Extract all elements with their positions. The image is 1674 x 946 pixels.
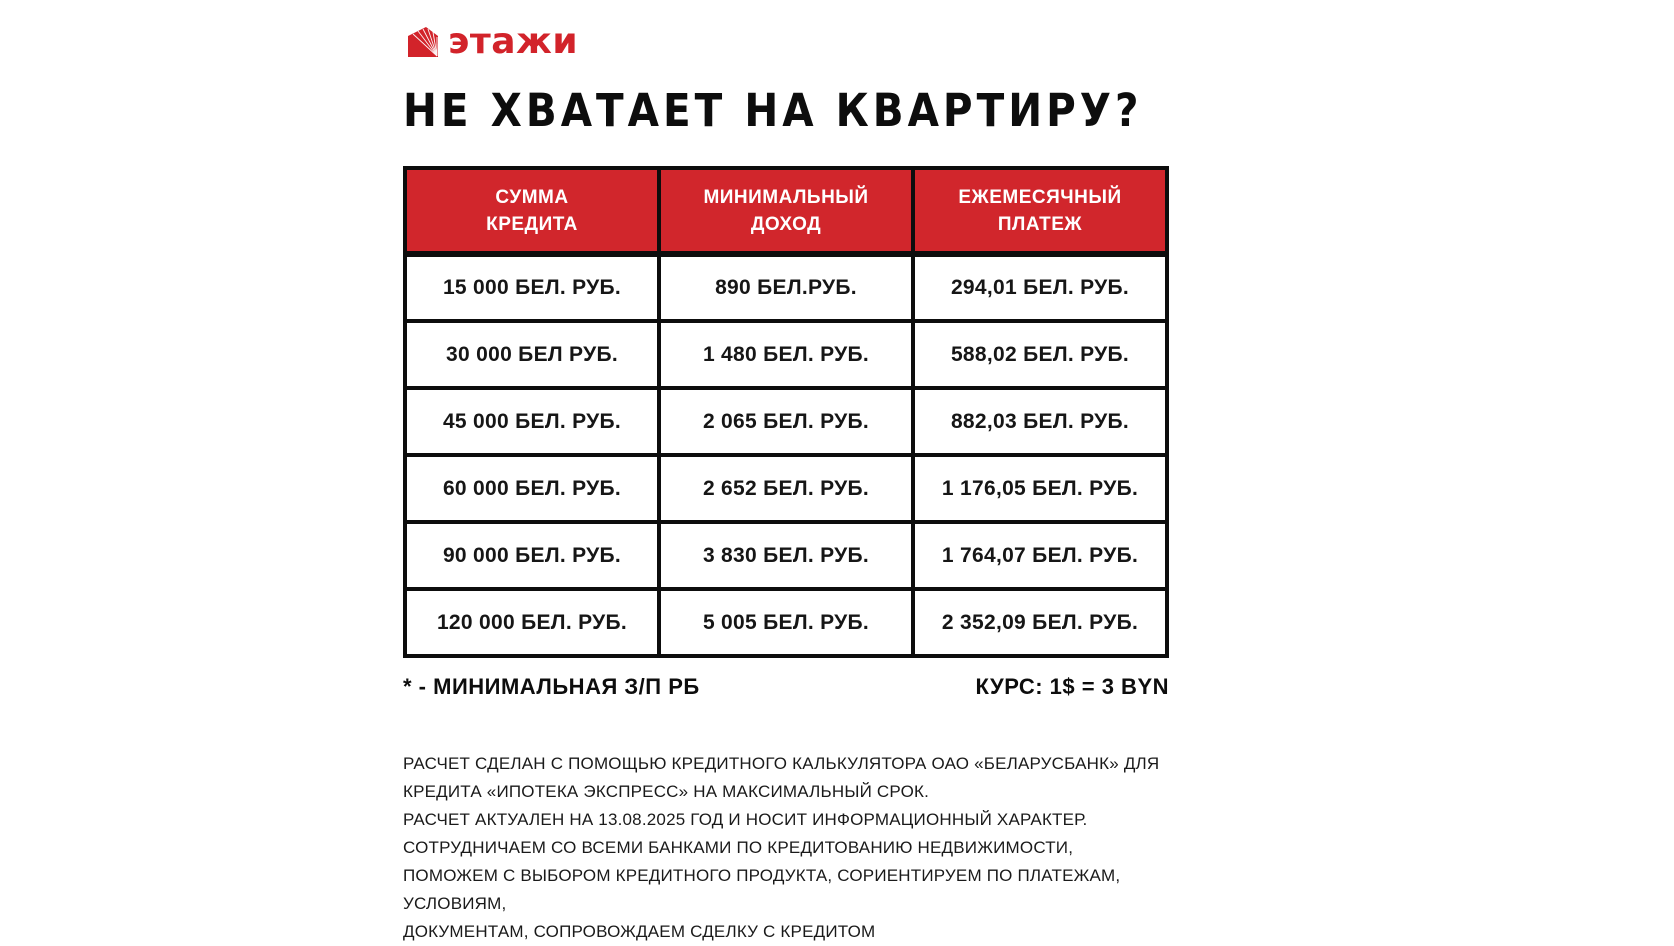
- cell-monthly-payment: 294,01 БЕЛ. РУБ.: [913, 254, 1167, 321]
- page-title: НЕ ХВАТАЕТ НА КВАРТИРУ?: [403, 84, 1143, 137]
- footnote-row: [403, 674, 1169, 700]
- cell-monthly-payment: 588,02 БЕЛ. РУБ.: [913, 321, 1167, 388]
- disclaimer-line: РАСЧЕТ АКТУАЛЕН НА 13.08.2025 ГОД И НОСИТ ИНФОРМАЦИОННЫЙ ХАРАКТЕР.: [403, 810, 1088, 829]
- cell-monthly-payment: 1 764,07 БЕЛ. РУБ.: [913, 522, 1167, 589]
- disclaimer-line: СОТРУДНИЧАЕМ СО ВСЕМИ БАНКАМИ ПО КРЕДИТОВАНИЮ НЕДВИЖИМОСТИ,: [403, 838, 1074, 857]
- cell-credit-sum: 120 000 БЕЛ. РУБ.: [405, 589, 659, 656]
- table-row: [405, 254, 1167, 321]
- cell-credit-sum: 90 000 БЕЛ. РУБ.: [405, 522, 659, 589]
- disclaimer-line: УСЛОВИЯМ,: [403, 894, 507, 913]
- table-row: [405, 589, 1167, 656]
- brand-name: этажи: [448, 21, 579, 62]
- table-row: [405, 455, 1167, 522]
- cell-credit-sum: 60 000 БЕЛ. РУБ.: [405, 455, 659, 522]
- credit-table: [403, 166, 1169, 658]
- footnote-exchange-rate: КУРС: 1$ = 3 BYN: [975, 674, 1169, 699]
- header-line: ПЛАТЕЖ: [997, 213, 1083, 235]
- footnote-min-salary: * - МИНИМАЛЬНАЯ З/П РБ: [403, 674, 700, 699]
- cell-min-income: 2 652 БЕЛ. РУБ.: [659, 455, 913, 522]
- table-row: [405, 321, 1167, 388]
- header-line: МИНИМАЛЬНЫЙ: [703, 186, 869, 208]
- disclaimer-line: РАСЧЕТ СДЕЛАН С ПОМОЩЬЮ КРЕДИТНОГО КАЛЬКУЛЯТОРА ОАО «БЕЛАРУСБАНК» ДЛЯ: [403, 754, 1160, 773]
- header-line: ДОХОД: [750, 213, 822, 235]
- disclaimer-line: ДОКУМЕНТАМ, СОПРОВОЖДАЕМ СДЕЛКУ С КРЕДИТОМ: [403, 922, 876, 941]
- cell-min-income: 3 830 БЕЛ. РУБ.: [659, 522, 913, 589]
- cell-monthly-payment: 1 176,05 БЕЛ. РУБ.: [913, 455, 1167, 522]
- cell-min-income: 5 005 БЕЛ. РУБ.: [659, 589, 913, 656]
- table-row: [405, 388, 1167, 455]
- disclaimer-line: ПОМОЖЕМ С ВЫБОРОМ КРЕДИТНОГО ПРОДУКТА, СОРИЕНТИРУЕМ ПО ПЛАТЕЖАМ,: [403, 866, 1121, 885]
- disclaimer-line: КРЕДИТА «ИПОТЕКА ЭКСПРЕСС» НА МАКСИМАЛЬНЫЙ СРОК.: [403, 782, 930, 801]
- house-icon: [405, 24, 441, 60]
- cell-monthly-payment: 2 352,09 БЕЛ. РУБ.: [913, 589, 1167, 656]
- cell-monthly-payment: 882,03 БЕЛ. РУБ.: [913, 388, 1167, 455]
- header-line: ЕЖЕМЕСЯЧНЫЙ: [958, 186, 1122, 208]
- header-line: КРЕДИТА: [486, 213, 578, 235]
- promo-poster: [403, 0, 1169, 943]
- cell-min-income: 1 480 БЕЛ. РУБ.: [659, 321, 913, 388]
- header-line: СУММА: [495, 186, 569, 208]
- disclaimer-text: [403, 750, 1183, 946]
- cell-min-income: 2 065 БЕЛ. РУБ.: [659, 388, 913, 455]
- brand-logo: [405, 23, 578, 61]
- column-header-credit-sum: [405, 168, 659, 254]
- cell-credit-sum: 15 000 БЕЛ. РУБ.: [405, 254, 659, 321]
- table-header-row: [405, 168, 1167, 254]
- column-header-min-income: [659, 168, 913, 254]
- cell-credit-sum: 30 000 БЕЛ РУБ.: [405, 321, 659, 388]
- column-header-monthly-payment: [913, 168, 1167, 254]
- cell-min-income: 890 БЕЛ.РУБ.: [659, 254, 913, 321]
- cell-credit-sum: 45 000 БЕЛ. РУБ.: [405, 388, 659, 455]
- table-row: [405, 522, 1167, 589]
